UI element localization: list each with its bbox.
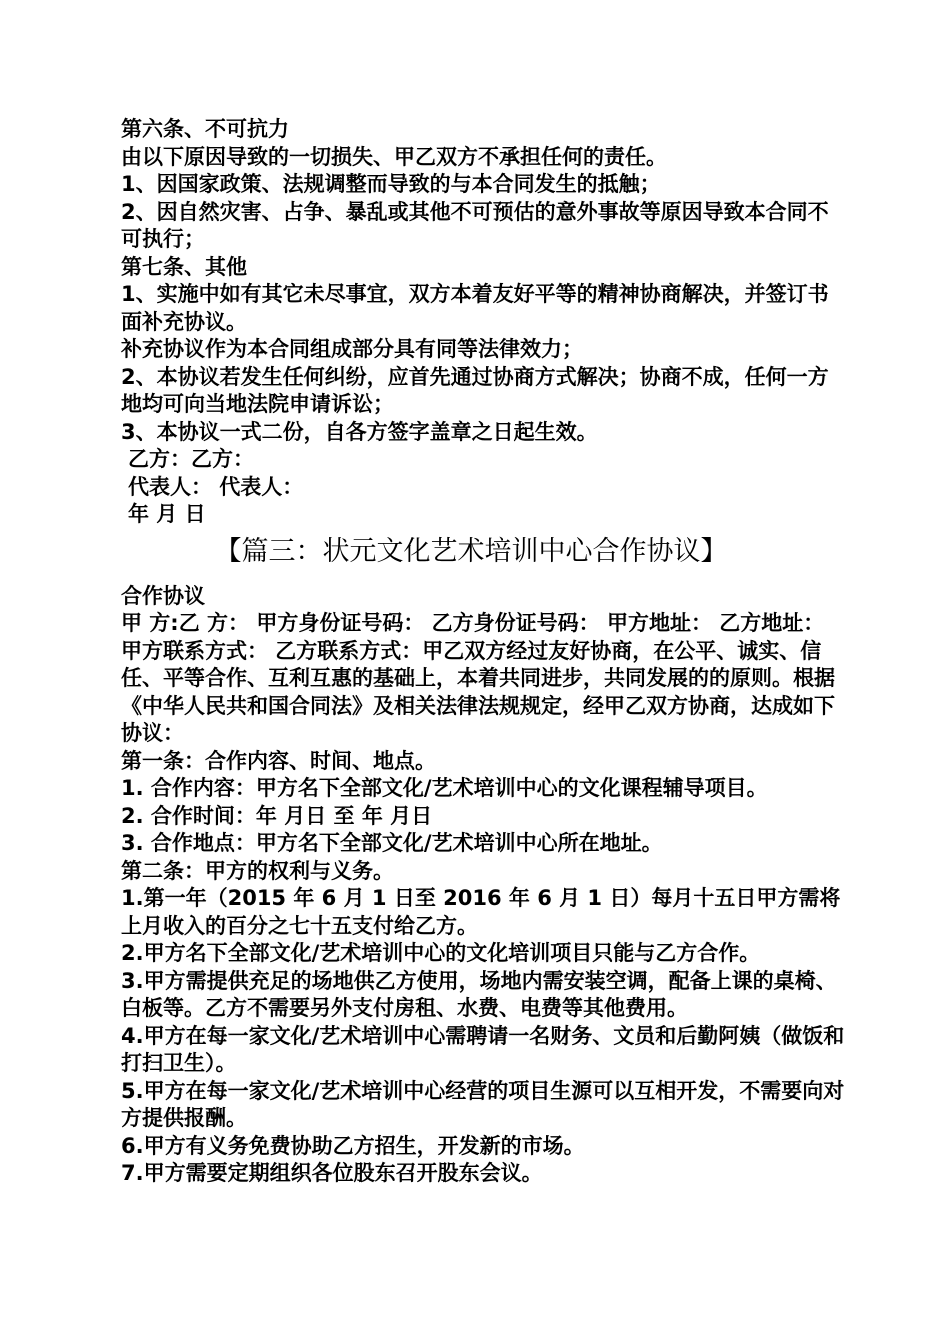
article7-item1: 1、实施中如有其它未尽事宜，双方本着友好平等的精神协商解决，并签订书面补充协议。 — [121, 282, 829, 334]
article6-item2: 2、因自然灾害、占争、暴乱或其他不可预估的意外事故等原因导致本合同不可执行； — [121, 199, 829, 251]
signature-date: 年 月 日 — [128, 502, 206, 526]
article6-item1: 1、因国家政策、法规调整而导致的与本合同发生的抵触； — [121, 172, 661, 196]
article7-item3: 3、本协议一式二份，自各方签字盖章之日起生效。 — [121, 419, 598, 444]
article7-item2: 2、本协议若发生任何纠纷，应首先通过协商方式解决；协商不成，任何一方地均可向当地法院申请诉讼； — [121, 364, 829, 416]
article2-item4: 4.甲方在每一家文化/艺术培训中心需聘请一名财务、文员和后勤阿姨（做饭和打扫卫生）。 — [121, 1023, 845, 1075]
article2-item6: 6.甲方有义务免费协助乙方招生，开发新的市场。 — [121, 1133, 585, 1158]
article1-item2: 2. 合作时间：年 月日 至 年 月日 — [121, 803, 433, 828]
article2-item1: 1.第一年（2015 年 6 月 1 日至 2016 年 6 月 1 日）每月十五日甲方需将上月收入的百分之七十五支付给乙方。 — [121, 886, 841, 938]
article2-heading: 第二条：甲方的权利与义务。 — [121, 858, 394, 883]
agreement-preamble: 甲 方:乙 方： 甲方身份证号码： 乙方身份证号码： 甲方地址： 乙方地址： 甲方联系方式： 乙方联系方式：甲乙双方经过友好协商，在公平、诚实、信任、平等合作、互利互惠的基础上，本着共同进步，共同发展的的原则。根据《中华人民共和国合同法》及相关法律法规规定，经甲乙双方协商，达成如下协议： — [121, 611, 835, 745]
article2-item7: 7.甲方需要定期组织各位股东召开股东会议。 — [121, 1161, 543, 1185]
section-title: 【篇三：状元文化艺术培训中心合作协议】 — [214, 535, 728, 567]
document-page — [116, 116, 846, 1188]
article1-item3: 3. 合作地点：甲方名下全部文化/艺术培训中心所在地址。 — [121, 831, 663, 855]
signature-representative: 代表人： 代表人： — [128, 474, 304, 499]
article7-item1b: 补充协议作为本合同组成部分具有同等法律效力； — [121, 337, 583, 361]
article1-item1: 1. 合作内容：甲方名下全部文化/艺术培训中心的文化课程辅导项目。 — [121, 776, 768, 800]
article6-intro: 由以下原因导致的一切损失、甲乙双方不承担任何的责任。 — [121, 144, 667, 169]
signature-party: 乙方：乙方： — [128, 447, 254, 471]
agreement-heading: 合作协议 — [121, 583, 205, 608]
article2-item3: 3.甲方需提供充足的场地供乙方使用，场地内需安装空调，配备上课的桌椅、白板等。乙方不需要另外支付房租、水费、电费等其他费用。 — [121, 968, 837, 1020]
article7-heading: 第七条、其他 — [121, 254, 247, 279]
article2-item5: 5.甲方在每一家文化/艺术培训中心经营的项目生源可以互相开发，不需要向对方提供报酬。 — [121, 1078, 845, 1130]
article2-item2: 2.甲方名下全部文化/艺术培训中心的文化培训项目只能与乙方合作。 — [121, 941, 761, 965]
article1-heading: 第一条：合作内容、时间、地点。 — [121, 748, 436, 773]
article6-heading: 第六条、不可抗力 — [121, 117, 289, 141]
